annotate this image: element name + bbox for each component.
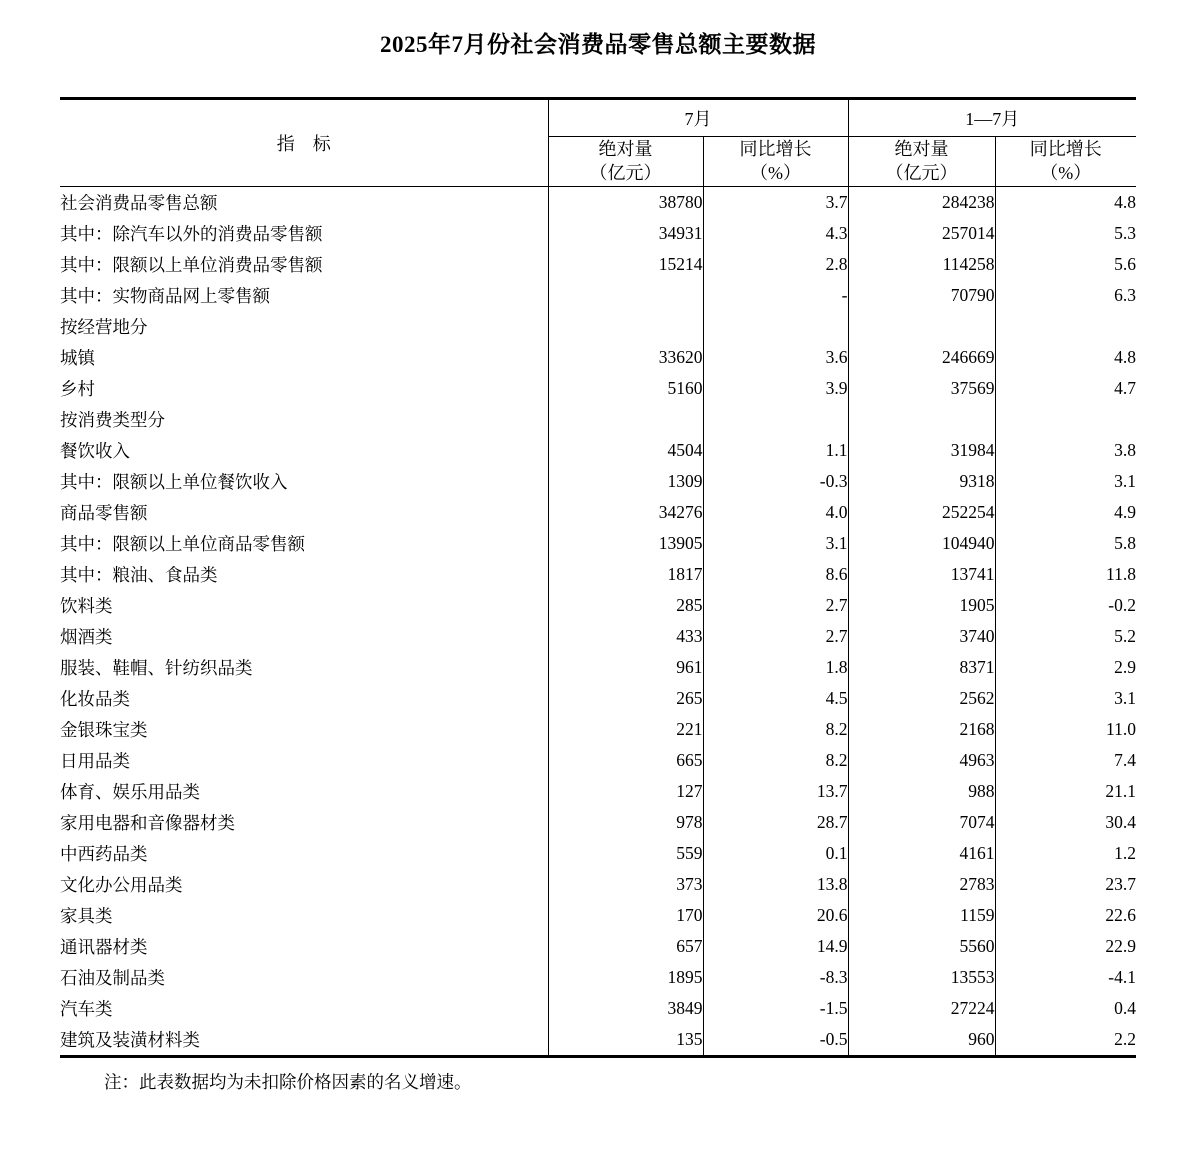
row-month-growth: 4.0	[703, 497, 848, 528]
row-month-absolute: 285	[548, 590, 703, 621]
row-cumulative-absolute: 70790	[848, 280, 995, 311]
table-row	[60, 1024, 1136, 1057]
table-note: 注：此表数据均为未扣除价格因素的名义增速。	[104, 1071, 472, 1092]
row-label: 按消费类型分	[60, 409, 165, 430]
row-label: 通讯器材类	[60, 936, 148, 957]
row-month-absolute: 34276	[548, 497, 703, 528]
row-month-growth: 2.7	[703, 590, 848, 621]
row-label: 石油及制品类	[60, 967, 165, 988]
row-month-growth: -1.5	[703, 993, 848, 1024]
row-month-growth: 3.7	[703, 186, 848, 218]
header-period-cumulative: 1—7月	[848, 99, 1136, 137]
table-row	[60, 497, 1136, 528]
table-row	[60, 280, 1136, 311]
row-cumulative-absolute: 7074	[848, 807, 995, 838]
header-row-period	[60, 99, 1136, 137]
row-month-growth: -0.3	[703, 466, 848, 497]
header-period-month: 7月	[548, 99, 848, 137]
row-month-absolute: 13905	[548, 528, 703, 559]
row-cumulative-growth: 22.6	[995, 900, 1136, 931]
header-cumulative-growth-line1: 同比增长	[1029, 139, 1102, 159]
row-cumulative-absolute: 13553	[848, 962, 995, 993]
row-cumulative-absolute: 960	[848, 1024, 995, 1057]
row-month-growth: 0.1	[703, 838, 848, 869]
row-label: 服装、鞋帽、针纺织品类	[60, 657, 253, 678]
table-row	[60, 776, 1136, 807]
header-cumulative-absolute-line2: （亿元）	[885, 163, 958, 184]
table-row	[60, 931, 1136, 962]
header-cumulative-absolute-line1: 绝对量	[894, 139, 949, 159]
header-cumulative-growth	[995, 137, 1136, 187]
row-cumulative-absolute: 31984	[848, 435, 995, 466]
table-row	[60, 745, 1136, 776]
row-cumulative-absolute: 4161	[848, 838, 995, 869]
row-month-growth: 8.2	[703, 714, 848, 745]
table-row	[60, 311, 1136, 342]
row-cumulative-absolute: 27224	[848, 993, 995, 1024]
row-cumulative-absolute: 988	[848, 776, 995, 807]
row-label: 金银珠宝类	[60, 719, 148, 740]
table-row	[60, 528, 1136, 559]
table-row	[60, 186, 1136, 218]
row-label: 化妆品类	[60, 688, 130, 709]
row-month-absolute: 4504	[548, 435, 703, 466]
row-cumulative-absolute: 3740	[848, 621, 995, 652]
row-month-growth: -8.3	[703, 962, 848, 993]
row-month-absolute: 170	[548, 900, 703, 931]
row-month-growth: 28.7	[703, 807, 848, 838]
row-month-absolute: 373	[548, 869, 703, 900]
retail-sales-table	[60, 97, 1136, 1058]
row-cumulative-growth: -0.2	[995, 590, 1136, 621]
row-label: 其中：除汽车以外的消费品零售额	[60, 223, 323, 244]
row-cumulative-growth: 2.2	[995, 1024, 1136, 1057]
row-label: 家具类	[60, 905, 113, 926]
row-cumulative-absolute: 284238	[848, 186, 995, 218]
table-row	[60, 590, 1136, 621]
header-month-growth-line1: 同比增长	[739, 139, 812, 159]
header-cumulative-absolute	[848, 137, 995, 187]
row-month-growth: 8.6	[703, 559, 848, 590]
table-row	[60, 838, 1136, 869]
row-cumulative-absolute: 257014	[848, 218, 995, 249]
row-cumulative-absolute: 1159	[848, 900, 995, 931]
table-row	[60, 404, 1136, 435]
row-month-growth: 1.8	[703, 652, 848, 683]
row-month-growth: 4.5	[703, 683, 848, 714]
row-month-absolute: 221	[548, 714, 703, 745]
row-month-growth: 20.6	[703, 900, 848, 931]
table-row	[60, 962, 1136, 993]
table-row	[60, 373, 1136, 404]
row-month-growth: 3.1	[703, 528, 848, 559]
row-month-growth: 13.7	[703, 776, 848, 807]
header-month-absolute-line1: 绝对量	[598, 139, 653, 159]
row-cumulative-growth: 5.8	[995, 528, 1136, 559]
row-cumulative-absolute: 252254	[848, 497, 995, 528]
row-cumulative-absolute: 1905	[848, 590, 995, 621]
row-label: 其中：实物商品网上零售额	[60, 285, 270, 306]
row-month-absolute: 665	[548, 745, 703, 776]
table-row	[60, 807, 1136, 838]
row-label: 社会消费品零售总额	[60, 186, 548, 218]
table-body	[60, 186, 1136, 1056]
row-label: 饮料类	[60, 595, 113, 616]
row-cumulative-absolute: 9318	[848, 466, 995, 497]
row-label: 乡村	[60, 378, 95, 399]
row-cumulative-growth: 2.9	[995, 652, 1136, 683]
row-cumulative-growth: 4.9	[995, 497, 1136, 528]
row-month-absolute	[548, 280, 703, 311]
row-month-absolute: 5160	[548, 373, 703, 404]
row-month-absolute: 33620	[548, 342, 703, 373]
row-cumulative-growth: 30.4	[995, 807, 1136, 838]
row-label: 家用电器和音像器材类	[60, 812, 235, 833]
row-cumulative-absolute: 2562	[848, 683, 995, 714]
row-month-absolute: 3849	[548, 993, 703, 1024]
row-cumulative-growth: 23.7	[995, 869, 1136, 900]
row-cumulative-growth: 1.2	[995, 838, 1136, 869]
row-month-growth: 2.8	[703, 249, 848, 280]
row-cumulative-growth: 4.7	[995, 373, 1136, 404]
row-cumulative-growth: 22.9	[995, 931, 1136, 962]
row-cumulative-absolute: 4963	[848, 745, 995, 776]
table-row	[60, 683, 1136, 714]
row-label: 餐饮收入	[60, 440, 130, 461]
row-label: 体育、娱乐用品类	[60, 781, 200, 802]
row-cumulative-absolute: 104940	[848, 528, 995, 559]
page-title: 2025年7月份社会消费品零售总额主要数据	[380, 32, 816, 57]
row-cumulative-growth: 11.0	[995, 714, 1136, 745]
row-cumulative-absolute: 2168	[848, 714, 995, 745]
row-cumulative-absolute	[848, 404, 995, 435]
row-cumulative-growth	[995, 404, 1136, 435]
table-row	[60, 342, 1136, 373]
table-row	[60, 559, 1136, 590]
row-label: 城镇	[60, 347, 95, 368]
row-cumulative-growth: 5.3	[995, 218, 1136, 249]
row-cumulative-growth: 3.8	[995, 435, 1136, 466]
table-row	[60, 652, 1136, 683]
header-cumulative-growth-line2: （%）	[1040, 163, 1092, 184]
header-month-growth	[703, 137, 848, 187]
row-cumulative-growth: 5.6	[995, 249, 1136, 280]
row-month-growth: 13.8	[703, 869, 848, 900]
row-cumulative-absolute: 2783	[848, 869, 995, 900]
row-cumulative-growth: 21.1	[995, 776, 1136, 807]
row-cumulative-growth: 4.8	[995, 186, 1136, 218]
table-row	[60, 218, 1136, 249]
row-month-absolute: 265	[548, 683, 703, 714]
row-cumulative-absolute: 5560	[848, 931, 995, 962]
row-month-absolute: 978	[548, 807, 703, 838]
row-month-absolute: 127	[548, 776, 703, 807]
row-month-growth: -	[703, 280, 848, 311]
row-month-absolute: 657	[548, 931, 703, 962]
row-month-absolute: 38780	[548, 186, 703, 218]
row-cumulative-absolute: 37569	[848, 373, 995, 404]
row-label: 中西药品类	[60, 843, 148, 864]
row-label: 其中：粮油、食品类	[60, 564, 218, 585]
row-month-growth: 3.6	[703, 342, 848, 373]
row-cumulative-growth: -4.1	[995, 962, 1136, 993]
row-cumulative-absolute: 246669	[848, 342, 995, 373]
table-container	[60, 59, 1136, 1058]
row-label: 其中：限额以上单位商品零售额	[60, 533, 305, 554]
table-row	[60, 435, 1136, 466]
row-month-absolute: 961	[548, 652, 703, 683]
row-cumulative-growth: 3.1	[995, 683, 1136, 714]
row-label: 日用品类	[60, 750, 130, 771]
row-cumulative-absolute: 8371	[848, 652, 995, 683]
row-label: 文化办公用品类	[60, 874, 183, 895]
row-cumulative-absolute: 114258	[848, 249, 995, 280]
table-row	[60, 869, 1136, 900]
row-month-absolute: 1895	[548, 962, 703, 993]
row-month-absolute: 1309	[548, 466, 703, 497]
row-month-growth: 3.9	[703, 373, 848, 404]
row-cumulative-absolute: 13741	[848, 559, 995, 590]
row-month-absolute	[548, 311, 703, 342]
row-month-absolute: 1817	[548, 559, 703, 590]
table-row	[60, 714, 1136, 745]
row-cumulative-growth	[995, 311, 1136, 342]
row-label: 汽车类	[60, 998, 113, 1019]
row-month-growth: 4.3	[703, 218, 848, 249]
row-label: 建筑及装潢材料类	[60, 1024, 548, 1057]
header-month-growth-line2: （%）	[750, 163, 801, 184]
row-label: 按经营地分	[60, 316, 148, 337]
row-cumulative-growth: 3.1	[995, 466, 1136, 497]
row-month-absolute: 433	[548, 621, 703, 652]
row-month-growth: 2.7	[703, 621, 848, 652]
row-month-absolute: 559	[548, 838, 703, 869]
row-month-growth	[703, 311, 848, 342]
row-cumulative-growth: 6.3	[995, 280, 1136, 311]
row-cumulative-growth: 4.8	[995, 342, 1136, 373]
table-head	[60, 99, 1136, 187]
row-cumulative-growth: 5.2	[995, 621, 1136, 652]
row-month-absolute: 15214	[548, 249, 703, 280]
header-indicator: 指 标	[276, 133, 331, 154]
row-cumulative-growth: 7.4	[995, 745, 1136, 776]
row-cumulative-growth: 11.8	[995, 559, 1136, 590]
row-cumulative-growth: 0.4	[995, 993, 1136, 1024]
row-label: 其中：限额以上单位消费品零售额	[60, 254, 323, 275]
header-month-absolute	[548, 137, 703, 187]
row-label: 其中：限额以上单位餐饮收入	[60, 471, 288, 492]
table-row	[60, 249, 1136, 280]
row-month-growth: 8.2	[703, 745, 848, 776]
row-month-growth: 14.9	[703, 931, 848, 962]
row-month-absolute: 34931	[548, 218, 703, 249]
header-month-absolute-line2: （亿元）	[589, 163, 662, 184]
row-month-growth: 1.1	[703, 435, 848, 466]
table-row	[60, 993, 1136, 1024]
row-month-absolute: 135	[548, 1024, 703, 1057]
row-label: 烟酒类	[60, 626, 113, 647]
table-row	[60, 466, 1136, 497]
row-label: 商品零售额	[60, 502, 148, 523]
row-cumulative-absolute	[848, 311, 995, 342]
row-month-growth: -0.5	[703, 1024, 848, 1057]
table-row	[60, 900, 1136, 931]
row-month-absolute	[548, 404, 703, 435]
table-row	[60, 621, 1136, 652]
row-month-growth	[703, 404, 848, 435]
